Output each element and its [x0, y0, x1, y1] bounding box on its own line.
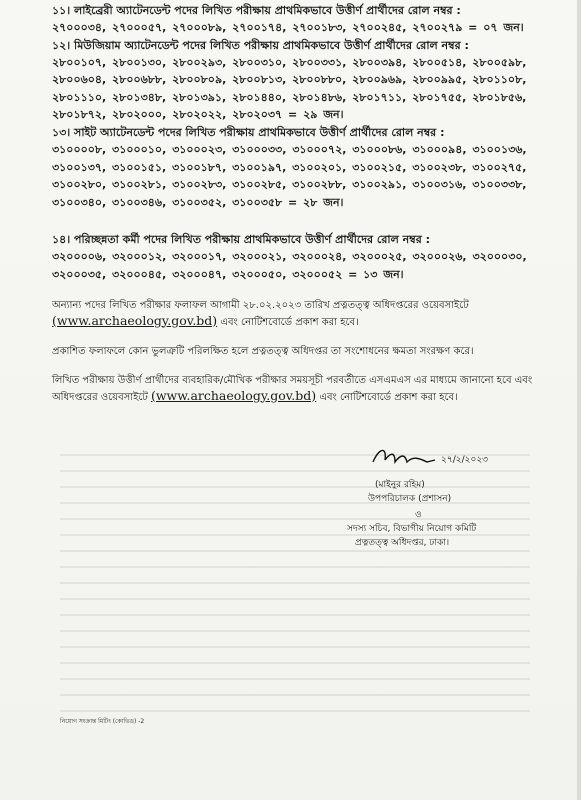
- section-heading: ১৩। সাইট অ্যাটেনডেন্ট পদের লিখিত পরীক্ষায় প্রাথমিকভাবে উত্তীর্ণ প্রার্থীদের রোল নম্বর :: [52, 125, 445, 139]
- notice-other-results: [52, 298, 562, 330]
- notice-practical-exam: [52, 373, 562, 405]
- roll-list: ৩১০০০০৮, ৩১০০০১০, ৩১০০০২৩, ৩১০০০৩৩, ৩১০০০৭২, ৩১০০০৮৬, ৩১০০০৯৪, ৩১০০১৩৬, ৩১০০১৩৭, ৩১০০১৫১, ৩১০০১৮৭, ৩১০০১৯৭, ৩১০০২০১, ৩১০০২১৫, ৩১০০২৩৮, ৩১০০২৭৫, ৩১০০২৮০, ৩১০০২৮১, ৩১০০২৮৩, ৩১০০২৮৫, ৩১০০২৮৮, ৩১০০২৯১, ৩১০০৩১৬, ৩১০০৩৩৮, ৩১০০৩৪০, ৩১০০৩৪৬, ৩১০০৩৫২, ৩১০০৩৫৮ = ২৮ জন।: [52, 142, 527, 209]
- notice-text: এবং নোটিশবোর্ডে প্রকাশ করা হবে।: [217, 316, 359, 328]
- signatory-conjunction: ও: [415, 510, 422, 520]
- section-heading: ১৪। পরিচ্ছন্নতা কর্মী পদের লিখিত পরীক্ষায় প্রাথমিকভাবে উত্তীর্ণ প্রার্থীদের রোল নম্বর :: [52, 233, 430, 247]
- section-library-attendant: [52, 2, 552, 37]
- website-link[interactable]: (www.archaeology.gov.bd): [52, 312, 218, 328]
- footer-file-label: নিয়োগ সংক্রান্ত মিটিং (কোভিড) -2: [60, 718, 145, 725]
- notice-correction: প্রকাশিত ফলাফলে কোন ভুলত্রুটি পরিলক্ষিত হলে প্রত্নতত্ত্ব অধিদপ্তর তা সংশোধনের ক্ষমতা সংরক্ষণ করে।: [52, 345, 474, 357]
- section-museum-attendant: [52, 37, 552, 124]
- section-site-attendant: [52, 124, 552, 211]
- roll-list: ৩২০০০০৬, ৩২০০০১২, ৩২০০০১৭, ৩২০০০২১, ৩২০০০২৪, ৩২০০০২৫, ৩২০০০২৬, ৩২০০০৩০, ৩২০০০৩৫, ৩২০০০৪৫, ৩২০০০৪৭, ৩২০০০৫০, ৩২০০০৫২ = ১৩ জন।: [52, 250, 527, 281]
- signature-date: ২৭/২/২০২৩: [441, 455, 489, 465]
- roll-list: ২৭০০০৩৪, ২৭০০০৫৭, ২৭০০০৮৯, ২৭০০১৭৪, ২৭০০১৮৩, ২৭০০২৪৫, ২৭০০২৭৯ = ০৭ জন।: [52, 21, 524, 34]
- roll-list: ২৮০০১০৭, ২৮০০১৩০, ২৮০০২৯৩, ২৮০০৩১০, ২৮০০৩৩১, ২৮০০৩৯৪, ২৮০০৫১৪, ২৮০০৫৯৮, ২৮০০৬০৪, ২৮০০৬৮৮, ২৮০০৮০৯, ২৮০০৮১৩, ২৮০০৮৮০, ২৮০০৯৬৯, ২৮০০৯৯৫, ২৮০১১০৮, ২৮০১১১০, ২৮০১৩৪৮, ২৮০১৩৯১, ২৮০১৪৪০, ২৮০১৪৮৬, ২৮০১৭১১, ২৮০১৭৫৫, ২৮০১৮৫৬, ২৮০১৮৭২, ২৮০২০০০, ২৮০২০২২, ২৮০২০৩৭ = ২৯ জন।: [52, 55, 527, 122]
- signatory-name: (মাইনুর রহিম): [375, 480, 425, 490]
- show-through-text: [60, 440, 530, 740]
- signatory-department: প্রত্নতত্ত্ব অধিদপ্তর, ঢাকা।: [355, 538, 450, 548]
- notice-text: লিখিত পরীক্ষায় উত্তীর্ণ প্রার্থীদের ব্যবহারিক/মৌখিক পরীক্ষার সময়সূচী পরবর্তীতে এসএমএস এর মাধ্যমে জানানো হবে এবং অধিদপ্তরের ওয়েবসাইটে: [52, 374, 533, 403]
- notice-text: এবং নোটিশবোর্ডে প্রকাশ করা হবে।: [316, 391, 458, 403]
- page-edge-shadow: [577, 0, 581, 800]
- signatory-role: উপপরিচালক (প্রশাসন): [368, 494, 452, 504]
- handwritten-signature: [365, 440, 495, 470]
- website-link[interactable]: (www.archaeology.gov.bd): [150, 387, 317, 403]
- section-heading: ১২। মিউজিয়াম অ্যাটেনডেন্ট পদের লিখিত পরীক্ষায় প্রাথমিকভাবে উত্তীর্ণ প্রার্থীদের রোল নম্বর :: [52, 38, 469, 52]
- results-content: [52, 2, 552, 419]
- signatory-secretary: সদস্য সচিব, বিভাগীয় নিয়োগ কমিটি: [347, 524, 477, 534]
- section-cleaner: [52, 231, 552, 283]
- notice-text: অন্যান্য পদের লিখিত পরীক্ষার ফলাফল আগামী ২৮.০২.২০২৩ তারিখ প্রত্নতত্ত্ব অধিদপ্তরের ওয়েবসাইটে: [52, 299, 469, 311]
- section-heading: ১১। লাইব্রেরী অ্যাটেনডেন্ট পদের লিখিত পরীক্ষায় প্রাথমিকভাবে উত্তীর্ণ প্রার্থীদের রোল নম্বর :: [52, 4, 461, 17]
